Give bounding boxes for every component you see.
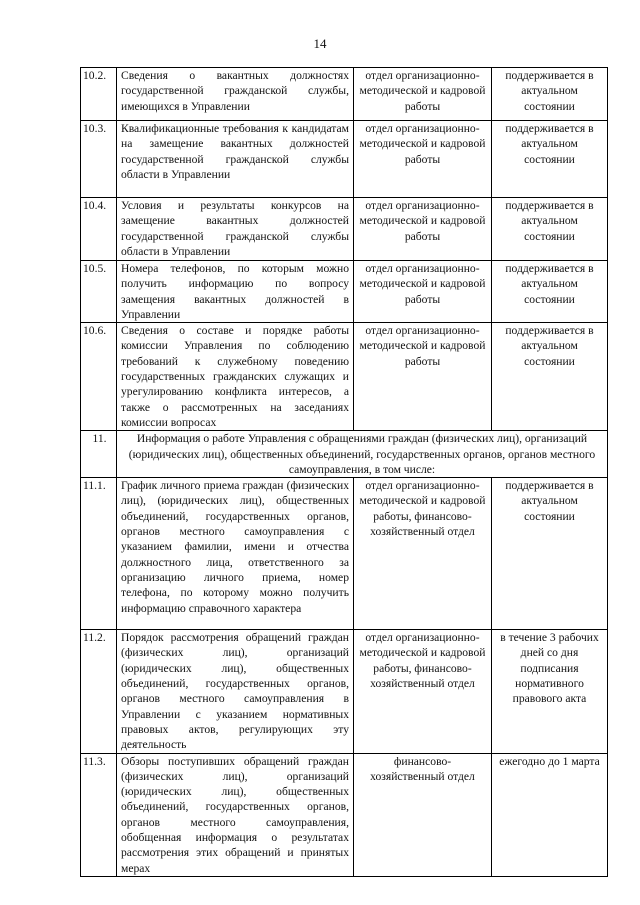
responsible-department: отдел организационно-методической и кадровой работы <box>354 323 492 431</box>
update-term: ежегодно до 1 марта <box>492 753 608 876</box>
update-term: поддерживается в актуальном состоянии <box>492 261 608 323</box>
row-description: Порядок рассмотрения обращений граждан (физических лиц), организаций (юридических лиц), общественных объединений, государственных органов, органов местного самоуправления в Управлении с указанием нормативных правовых актов, регулирующих эту деятельность <box>117 630 354 753</box>
row-number: 11.2. <box>81 630 117 753</box>
responsible-department: отдел организационно-методической и кадровой работы <box>354 121 492 198</box>
responsible-department: отдел организационно-методической и кадровой работы <box>354 198 492 261</box>
row-number: 10.6. <box>81 323 117 431</box>
row-number: 11.3. <box>81 753 117 876</box>
row-number: 10.4. <box>81 198 117 261</box>
page-number: 14 <box>313 36 327 51</box>
section-heading: Информация о работе Управления с обращениями граждан (физических лиц), организаций (юридических лиц), общественных объединений, государственных органов, органов местного самоуправления, в том числе: <box>117 431 608 478</box>
table-row <box>81 630 608 753</box>
responsible-department: отдел организационно-методической и кадровой работы, финансово-хозяйственный отдел <box>354 478 492 630</box>
row-number: 11.1. <box>81 478 117 630</box>
row-description: Сведения о составе и порядке работы комиссии Управления по соблюдению требований к служебному поведению государственных гражданских служащих и урегулированию конфликта интересов, а также о рассмотренных на заседаниях комиссии вопросах <box>117 323 354 431</box>
update-term: поддерживается в актуальном состоянии <box>492 198 608 261</box>
responsible-department: финансово-хозяйственный отдел <box>354 753 492 876</box>
update-term: поддерживается в актуальном состоянии <box>492 68 608 121</box>
section-number: 11. <box>81 431 117 478</box>
table-row <box>81 323 608 431</box>
information-table <box>80 67 608 877</box>
row-number: 10.3. <box>81 121 117 198</box>
update-term: поддерживается в актуальном состоянии <box>492 323 608 431</box>
row-number: 10.2. <box>81 68 117 121</box>
row-description: График личного приема граждан (физических лиц), (юридических лиц), общественных объединений, государственных органов, органов местного самоуправления с указанием фамилии, имени и отчества должностного лица, ответственного за организацию личного приема, номер телефона, по которому можно получить информацию справочного характера <box>117 478 354 630</box>
update-term: в течение 3 рабочих дней со дня подписания нормативного правового акта <box>492 630 608 753</box>
responsible-department: отдел организационно-методической и кадровой работы <box>354 261 492 323</box>
section-row <box>81 431 608 478</box>
responsible-department: отдел организационно-методической и кадровой работы, финансово-хозяйственный отдел <box>354 630 492 753</box>
row-description: Квалификационные требования к кандидатам на замещение вакантных должностей государственной гражданской службы области в Управлении <box>117 121 354 198</box>
update-term: поддерживается в актуальном состоянии <box>492 478 608 630</box>
table-row <box>81 478 608 630</box>
responsible-department: отдел организационно-методической и кадровой работы <box>354 68 492 121</box>
table-row <box>81 261 608 323</box>
table-row <box>81 753 608 876</box>
row-description: Номера телефонов, по которым можно получить информацию по вопросу замещения вакантных должностей в Управлении <box>117 261 354 323</box>
row-description: Условия и результаты конкурсов на замещение вакантных должностей государственной гражданской службы области в Управлении <box>117 198 354 261</box>
row-number: 10.5. <box>81 261 117 323</box>
table-row <box>81 121 608 198</box>
table-row <box>81 68 608 121</box>
table-row <box>81 198 608 261</box>
row-description: Обзоры поступивших обращений граждан (физических лиц), организаций (юридических лиц), общественных объединений, государственных органов, органов местного самоуправления, обобщенная информация о результатах рассмотрения этих обращений и принятых мерах <box>117 753 354 876</box>
row-description: Сведения о вакантных должностях государственной гражданской службы, имеющихся в Управлении <box>117 68 354 121</box>
update-term: поддерживается в актуальном состоянии <box>492 121 608 198</box>
